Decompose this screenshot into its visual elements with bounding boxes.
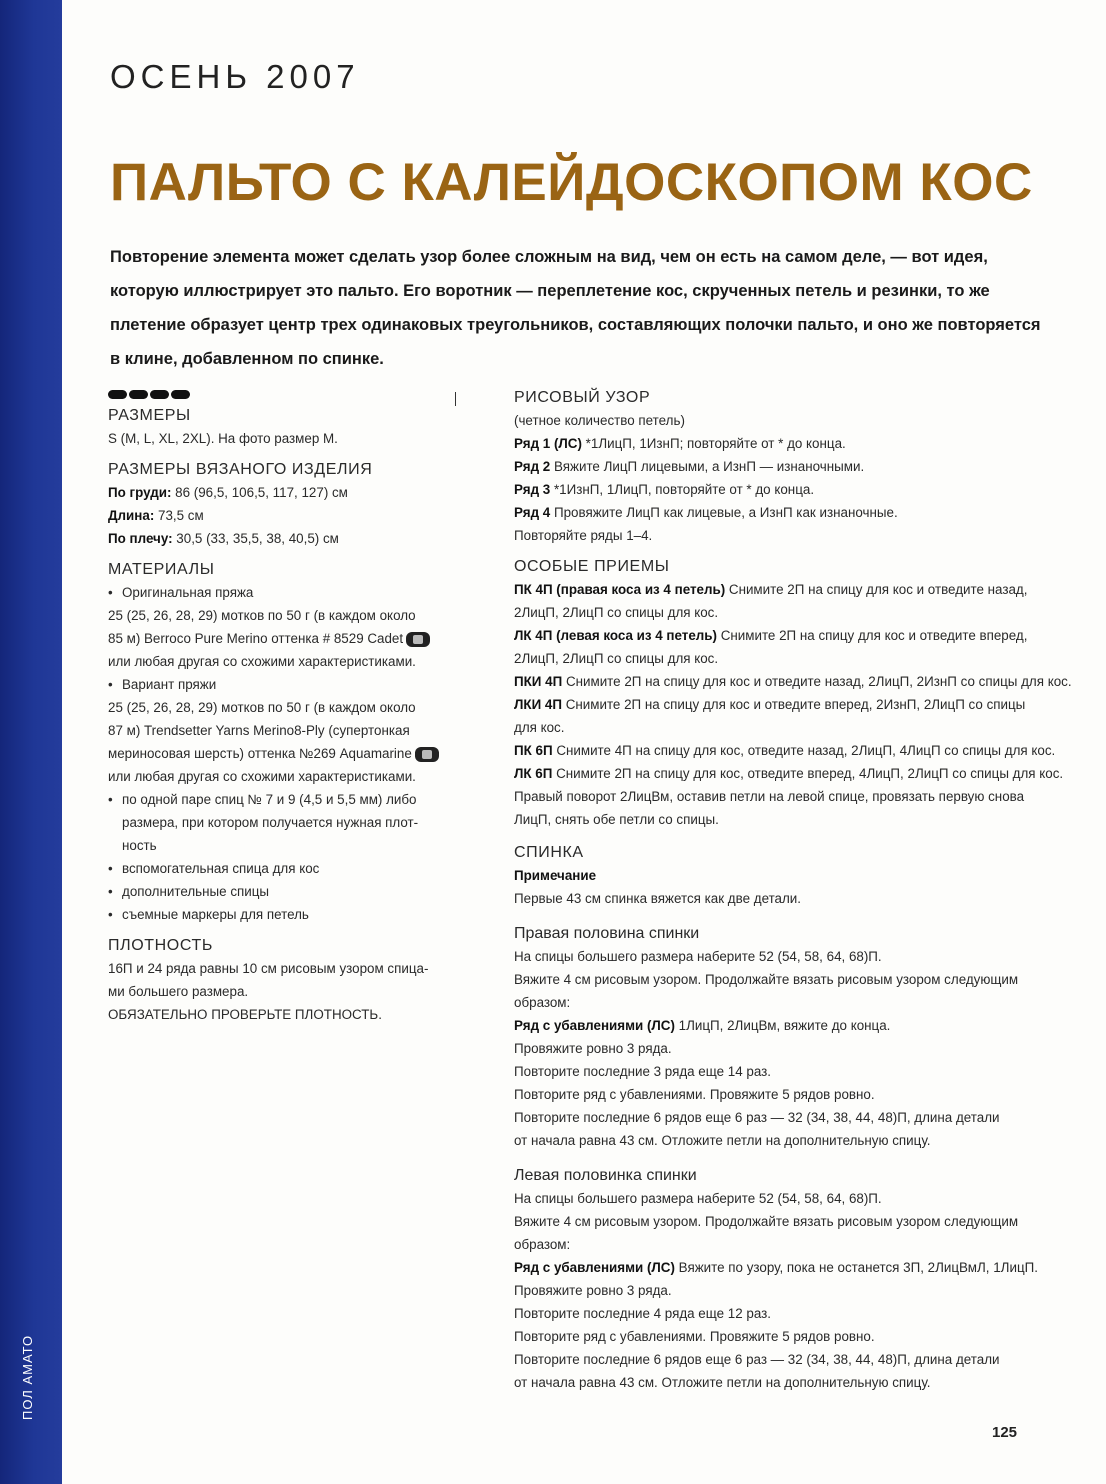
instruction-line: Повторите последние 6 рядов еще 6 раз — 32 (34, 38, 44, 48)П, длина детали <box>514 1352 1000 1367</box>
row-line: Ряд 3 *1ИзнП, 1ЛицП, повторяйте от * до конца. <box>514 482 815 497</box>
left-color-band <box>0 0 62 1484</box>
technique-line: ПКИ 4П Снимите 2П на спицу для кос и отведите назад, 2ЛицП, 2ИзнП со спицы для кос. <box>514 674 1072 689</box>
back-heading: СПИНКА <box>514 844 584 861</box>
instruction-line: На спицы большего размера наберите 52 (54, 58, 64, 68)П. <box>514 949 882 964</box>
list-item: 85 м) Berroco Pure Merino оттенка # 8529 Cadet <box>108 627 438 650</box>
shoulder-line: По плечу: 30,5 (33, 35,5, 38, 40,5) см <box>108 531 339 546</box>
instruction-line: образом: <box>514 1237 571 1252</box>
instruction-line: Ряд с убавлениями (ЛС) Вяжите по узору, пока не останется 3П, 2ЛицВмЛ, 1ЛицП. <box>514 1260 1038 1275</box>
technique-line: ПК 4П (правая коса из 4 петель) Снимите 2П на спицу для кос и отведите назад, <box>514 582 1028 597</box>
bust-line: По груди: 86 (96,5, 106,5, 117, 127) см <box>108 485 348 500</box>
rice-stitch-heading: РИСОВЫЙ УЗОР <box>514 389 651 406</box>
left-half-heading: Левая половинка спинки <box>514 1167 697 1184</box>
list-item: • дополнительные спицы <box>108 880 438 903</box>
list-item: или любая другая со схожими характеристиками. <box>108 769 416 784</box>
left-column <box>108 388 438 1026</box>
instruction-line: от начала равна 43 см. Отложите петли на дополнительную спицу. <box>514 1375 931 1390</box>
row-line: Ряд 4 Провяжите ЛицП как лицевые, а ИзнП как изнаночные. <box>514 505 898 520</box>
page-number: 125 <box>992 1424 1018 1441</box>
note-label: Примечание <box>514 868 597 883</box>
right-half-heading: Правая половина спинки <box>514 925 700 942</box>
intro-paragraph: Повторение элемента может сделать узор более сложным на вид, чем он есть на самом деле, — вот идея, которую иллюстрирует это пальто. Его воротник — переплетение кос, скрученных петель и резинки, то же плетение образует центр трех одинаковых треугольников, составляющих полочки пальто, и оно же повторяется в клине, добавленном по спинке. <box>110 248 1041 368</box>
technique-line: для кос. <box>514 720 565 735</box>
rice-note: (четное количество петель) <box>514 413 685 428</box>
list-item: 25 (25, 26, 28, 29) мотков по 50 г (в каждом около <box>108 700 416 715</box>
technique-line: ПК 6П Снимите 4П на спицу для кос, отведите назад, 2ЛицП, 4ЛицП со спицы для кос. <box>514 743 1056 758</box>
list-item: 25 (25, 26, 28, 29) мотков по 50 г (в каждом около <box>108 608 416 623</box>
instruction-line: Повторите последние 3 ряда еще 14 раз. <box>514 1064 772 1079</box>
list-item: размера, при котором получается нужная плот- <box>122 815 419 830</box>
author-credit: ПОЛ АМАТО <box>20 1334 35 1420</box>
season-label: ОСЕНЬ 2007 <box>110 58 360 95</box>
row-line: Ряд 2 Вяжите ЛицП лицевыми, а ИзнП — изнаночными. <box>514 459 865 474</box>
column-divider <box>455 392 456 406</box>
instruction-line: Вяжите 4 см рисовым узором. Продолжайте вязать рисовым узором следующим <box>514 972 1019 987</box>
instruction-line: от начала равна 43 см. Отложите петли на дополнительную спицу. <box>514 1133 931 1148</box>
note-text: Первые 43 см спинка вяжется как две детали. <box>514 891 802 906</box>
gauge-line: ОБЯЗАТЕЛЬНО ПРОВЕРЬТЕ ПЛОТНОСТЬ. <box>108 1007 382 1022</box>
page-title: ПАЛЬТО С КАЛЕЙДОСКОПОМ КОС <box>110 153 1033 212</box>
materials-heading: МАТЕРИАЛЫ <box>108 561 215 578</box>
instruction-line: На спицы большего размера наберите 52 (54, 58, 64, 68)П. <box>514 1191 882 1206</box>
gauge-heading: ПЛОТНОСТЬ <box>108 937 213 954</box>
sizes-text: S (M, L, XL, 2XL). На фото размер M. <box>108 431 338 446</box>
instruction-line: Ряд с убавлениями (ЛС) 1ЛицП, 2ЛицВм, вяжите до конца. <box>514 1018 891 1033</box>
instruction-line: Повторите ряд с убавлениями. Провяжите 5 рядов ровно. <box>514 1329 875 1344</box>
length-line: Длина: 73,5 см <box>108 508 204 523</box>
technique-line: ЛК 6П Снимите 2П на спицу для кос, отведите вперед, 4ЛицП, 2ЛицП со спицы для кос. <box>514 766 1064 781</box>
technique-line: ЛицП, снять обе петли со спицы. <box>514 812 719 827</box>
technique-line: 2ЛицП, 2ЛицП со спицы для кос. <box>514 651 719 666</box>
list-item: или любая другая со схожими характеристиками. <box>108 654 416 669</box>
technique-line: ЛК 4П (левая коса из 4 петель) Снимите 2П на спицу для кос и отведите вперед, <box>514 628 1028 643</box>
measurements-heading: РАЗМЕРЫ ВЯЗАНОГО ИЗДЕЛИЯ <box>108 461 373 478</box>
instruction-line: Повторите ряд с убавлениями. Провяжите 5 рядов ровно. <box>514 1087 875 1102</box>
technique-line: ЛКИ 4П Снимите 2П на спицу для кос и отведите вперед, 2ИзнП, 2ЛицП со спицы <box>514 697 1026 712</box>
sizes-heading: РАЗМЕРЫ <box>108 407 191 424</box>
list-item: • Вариант пряжи <box>108 673 438 696</box>
instruction-line: Провяжите ровно 3 ряда. <box>514 1041 672 1056</box>
technique-line: Правый поворот 2ЛицВм, оставив петли на левой спице, провязать первую снова <box>514 789 1025 804</box>
list-item: • съемные маркеры для петель <box>108 903 438 926</box>
row-line: Повторяйте ряды 1–4. <box>514 528 653 543</box>
list-item: мериносовая шерсть) оттенка №269 Aquamarine <box>108 742 438 765</box>
list-item: ность <box>122 838 157 853</box>
instruction-line: Повторите последние 6 рядов еще 6 раз — 32 (34, 38, 44, 48)П, длина детали <box>514 1110 1000 1125</box>
instruction-line: Повторите последние 4 ряда еще 12 раз. <box>514 1306 772 1321</box>
instruction-line: Вяжите 4 см рисовым узором. Продолжайте вязать рисовым узором следующим <box>514 1214 1019 1229</box>
instruction-line: образом: <box>514 995 571 1010</box>
list-item: • по одной паре спиц № 7 и 9 (4,5 и 5,5 мм) либо <box>108 788 438 811</box>
yarn-weight-icon <box>406 632 430 647</box>
special-techniques-heading: ОСОБЫЕ ПРИЕМЫ <box>514 558 670 575</box>
yarn-weight-icon <box>415 747 439 762</box>
row-line: Ряд 1 (ЛС) *1ЛицП, 1ИзнП; повторяйте от * до конца. <box>514 436 846 451</box>
technique-line: 2ЛицП, 2ЛицП со спицы для кос. <box>514 605 719 620</box>
list-item: 87 м) Trendsetter Yarns Merino8-Ply (супертонкая <box>108 723 410 738</box>
right-column <box>514 386 1072 1394</box>
skill-level-icon <box>108 390 438 400</box>
list-item: • вспомогательная спица для кос <box>108 857 438 880</box>
gauge-line: 16П и 24 ряда равны 10 см рисовым узором спица- <box>108 961 429 976</box>
gauge-line: ми большего размера. <box>108 984 249 999</box>
instruction-line: Провяжите ровно 3 ряда. <box>514 1283 672 1298</box>
list-item: • Оригинальная пряжа <box>108 581 438 604</box>
